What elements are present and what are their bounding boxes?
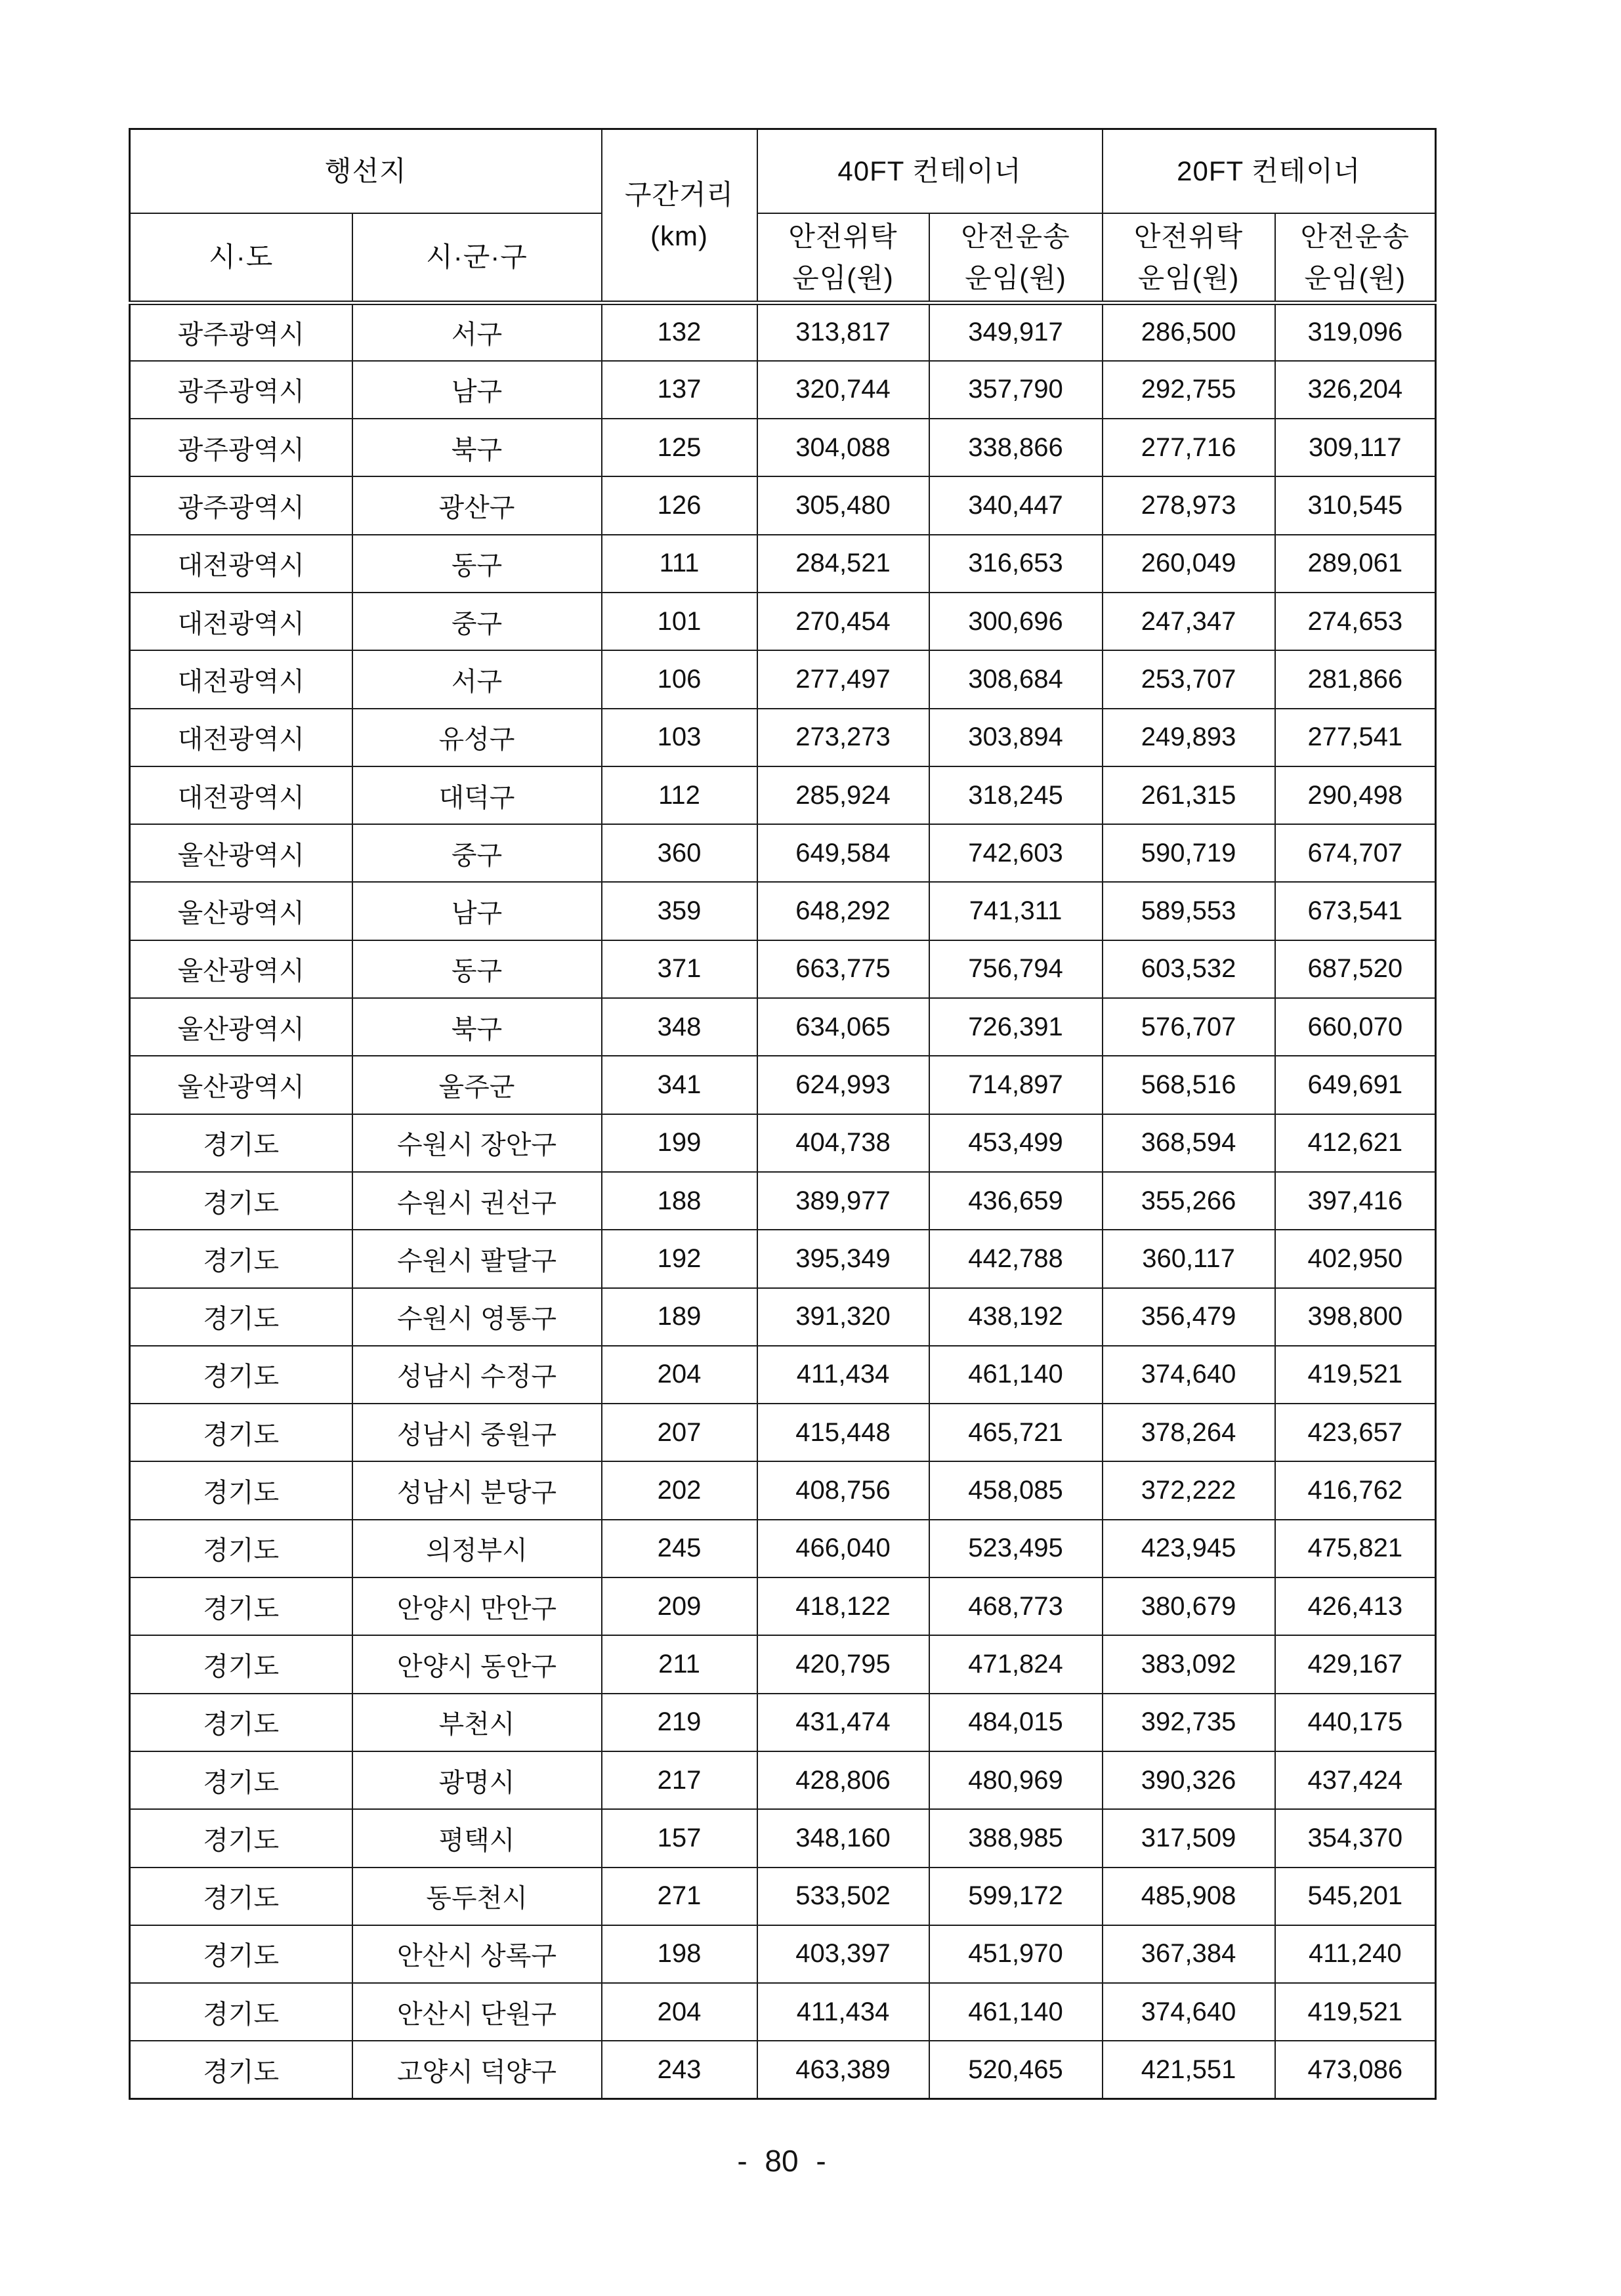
cell-sido: 경기도: [130, 1346, 352, 1404]
cell-sido: 경기도: [130, 1751, 352, 1809]
cell-sigungu: 안산시 상록구: [352, 1925, 602, 1983]
cell-distance-km: 132: [602, 303, 757, 361]
cell-20ft-consign-fare: 576,707: [1103, 998, 1275, 1056]
cell-sido: 경기도: [130, 2041, 352, 2098]
cell-sigungu: 동구: [352, 535, 602, 593]
cell-20ft-consign-fare: 286,500: [1103, 303, 1275, 361]
cell-20ft-transport-fare: 674,707: [1275, 824, 1436, 882]
header-line: 안전위탁: [788, 220, 898, 252]
table-row: [130, 1346, 1436, 1404]
cell-distance-km: 271: [602, 1868, 757, 1925]
cell-20ft-transport-fare: 354,370: [1275, 1809, 1436, 1867]
cell-sido: 광주광역시: [130, 361, 352, 419]
cell-40ft-consign-fare: 270,454: [757, 593, 929, 650]
header-line: (km): [650, 220, 708, 251]
cell-20ft-transport-fare: 473,086: [1275, 2041, 1436, 2098]
cell-distance-km: 199: [602, 1114, 757, 1172]
cell-40ft-consign-fare: 304,088: [757, 419, 929, 476]
cell-distance-km: 348: [602, 998, 757, 1056]
cell-40ft-consign-fare: 431,474: [757, 1694, 929, 1751]
cell-sido: 광주광역시: [130, 419, 352, 476]
cell-sido: 경기도: [130, 1404, 352, 1461]
cell-sido: 울산광역시: [130, 882, 352, 940]
cell-20ft-consign-fare: 374,640: [1103, 1983, 1275, 2041]
header-40ft-consign-fare: [757, 213, 929, 303]
cell-distance-km: 360: [602, 824, 757, 882]
cell-40ft-consign-fare: 463,389: [757, 2041, 929, 2098]
header-line: 안전위탁: [1133, 220, 1244, 252]
cell-40ft-transport-fare: 714,897: [929, 1056, 1103, 1114]
header-40ft-transport-fare: [929, 213, 1103, 303]
table-row: [130, 1230, 1436, 1287]
cell-20ft-consign-fare: 372,222: [1103, 1461, 1275, 1519]
header-line: 안전운송: [1300, 220, 1410, 252]
cell-sigungu: 광명시: [352, 1751, 602, 1809]
cell-20ft-transport-fare: 475,821: [1275, 1520, 1436, 1577]
header-sigungu: [352, 213, 602, 303]
cell-distance-km: 341: [602, 1056, 757, 1114]
cell-20ft-consign-fare: 247,347: [1103, 593, 1275, 650]
cell-sido: 경기도: [130, 1114, 352, 1172]
header-line: 운임(원): [965, 262, 1066, 293]
cell-sigungu: 안양시 만안구: [352, 1577, 602, 1635]
header-line: 운임(원): [792, 262, 894, 293]
cell-sido: 경기도: [130, 1461, 352, 1519]
cell-sido: 대전광역시: [130, 535, 352, 593]
cell-20ft-transport-fare: 289,061: [1275, 535, 1436, 593]
cell-20ft-consign-fare: 249,893: [1103, 709, 1275, 766]
cell-20ft-transport-fare: 309,117: [1275, 419, 1436, 476]
cell-distance-km: 126: [602, 476, 757, 534]
header-sido: [130, 213, 352, 303]
cell-distance-km: 125: [602, 419, 757, 476]
cell-20ft-transport-fare: 649,691: [1275, 1056, 1436, 1114]
header-20ft-transport-fare: [1275, 213, 1436, 303]
cell-distance-km: 204: [602, 1983, 757, 2041]
cell-40ft-transport-fare: 461,140: [929, 1346, 1103, 1404]
cell-40ft-transport-fare: 340,447: [929, 476, 1103, 534]
cell-40ft-transport-fare: 465,721: [929, 1404, 1103, 1461]
cell-40ft-transport-fare: 461,140: [929, 1983, 1103, 2041]
cell-40ft-consign-fare: 428,806: [757, 1751, 929, 1809]
cell-40ft-consign-fare: 391,320: [757, 1288, 929, 1346]
header-label: 20FT 컨테이너: [1177, 155, 1361, 186]
cell-sido: 경기도: [130, 1809, 352, 1867]
cell-20ft-transport-fare: 398,800: [1275, 1288, 1436, 1346]
cell-40ft-transport-fare: 308,684: [929, 650, 1103, 708]
cell-sido: 경기도: [130, 1172, 352, 1230]
cell-40ft-transport-fare: 480,969: [929, 1751, 1103, 1809]
cell-40ft-transport-fare: 742,603: [929, 824, 1103, 882]
cell-20ft-consign-fare: 368,594: [1103, 1114, 1275, 1172]
cell-distance-km: 245: [602, 1520, 757, 1577]
cell-40ft-consign-fare: 411,434: [757, 1346, 929, 1404]
cell-40ft-transport-fare: 453,499: [929, 1114, 1103, 1172]
cell-sido: 경기도: [130, 1288, 352, 1346]
cell-sigungu: 성남시 중원구: [352, 1404, 602, 1461]
table-row: [130, 1577, 1436, 1635]
cell-sigungu: 성남시 분당구: [352, 1461, 602, 1519]
cell-sigungu: 북구: [352, 998, 602, 1056]
table-row: [130, 650, 1436, 708]
cell-sigungu: 서구: [352, 303, 602, 361]
cell-20ft-consign-fare: 253,707: [1103, 650, 1275, 708]
cell-20ft-consign-fare: 374,640: [1103, 1346, 1275, 1404]
cell-20ft-consign-fare: 356,479: [1103, 1288, 1275, 1346]
cell-40ft-consign-fare: 285,924: [757, 766, 929, 824]
cell-40ft-consign-fare: 395,349: [757, 1230, 929, 1287]
cell-sigungu: 동구: [352, 940, 602, 998]
cell-20ft-consign-fare: 278,973: [1103, 476, 1275, 534]
table-row: [130, 476, 1436, 534]
cell-20ft-transport-fare: 326,204: [1275, 361, 1436, 419]
cell-20ft-transport-fare: 397,416: [1275, 1172, 1436, 1230]
page-number: - 80 -: [737, 2144, 826, 2178]
cell-40ft-transport-fare: 303,894: [929, 709, 1103, 766]
cell-40ft-transport-fare: 438,192: [929, 1288, 1103, 1346]
table-row: [130, 1868, 1436, 1925]
cell-distance-km: 103: [602, 709, 757, 766]
cell-40ft-consign-fare: 415,448: [757, 1404, 929, 1461]
cell-20ft-consign-fare: 485,908: [1103, 1868, 1275, 1925]
header-line: 운임(원): [1137, 262, 1240, 293]
cell-20ft-consign-fare: 383,092: [1103, 1635, 1275, 1693]
cell-20ft-transport-fare: 423,657: [1275, 1404, 1436, 1461]
cell-distance-km: 198: [602, 1925, 757, 1983]
cell-20ft-transport-fare: 402,950: [1275, 1230, 1436, 1287]
cell-20ft-consign-fare: 292,755: [1103, 361, 1275, 419]
cell-40ft-transport-fare: 300,696: [929, 593, 1103, 650]
cell-40ft-transport-fare: 316,653: [929, 535, 1103, 593]
cell-20ft-consign-fare: 367,384: [1103, 1925, 1275, 1983]
cell-40ft-transport-fare: 756,794: [929, 940, 1103, 998]
cell-40ft-consign-fare: 313,817: [757, 303, 929, 361]
cell-distance-km: 211: [602, 1635, 757, 1693]
table-row: [130, 1809, 1436, 1867]
table-row: [130, 2041, 1436, 2098]
cell-sigungu: 대덕구: [352, 766, 602, 824]
cell-20ft-transport-fare: 426,413: [1275, 1577, 1436, 1635]
cell-distance-km: 202: [602, 1461, 757, 1519]
cell-40ft-consign-fare: 273,273: [757, 709, 929, 766]
cell-40ft-transport-fare: 484,015: [929, 1694, 1103, 1751]
cell-sigungu: 수원시 영통구: [352, 1288, 602, 1346]
table-row: [130, 303, 1436, 361]
table-header: [130, 129, 1436, 303]
table-row: [130, 593, 1436, 650]
cell-sigungu: 수원시 팔달구: [352, 1230, 602, 1287]
cell-40ft-consign-fare: 634,065: [757, 998, 929, 1056]
cell-40ft-consign-fare: 408,756: [757, 1461, 929, 1519]
cell-20ft-transport-fare: 281,866: [1275, 650, 1436, 708]
cell-distance-km: 112: [602, 766, 757, 824]
cell-20ft-consign-fare: 421,551: [1103, 2041, 1275, 2098]
cell-sigungu: 중구: [352, 824, 602, 882]
cell-sido: 경기도: [130, 1577, 352, 1635]
table-row: [130, 1925, 1436, 1983]
cell-sigungu: 성남시 수정구: [352, 1346, 602, 1404]
cell-distance-km: 371: [602, 940, 757, 998]
header-row-sub: [130, 213, 1436, 303]
cell-20ft-transport-fare: 419,521: [1275, 1983, 1436, 2041]
cell-20ft-transport-fare: 660,070: [1275, 998, 1436, 1056]
container-fare-table: [129, 128, 1437, 2100]
cell-distance-km: 359: [602, 882, 757, 940]
header-line: 안전운송: [961, 220, 1070, 252]
cell-40ft-transport-fare: 458,085: [929, 1461, 1103, 1519]
cell-sido: 대전광역시: [130, 650, 352, 708]
cell-sigungu: 중구: [352, 593, 602, 650]
cell-20ft-transport-fare: 687,520: [1275, 940, 1436, 998]
cell-sigungu: 수원시 권선구: [352, 1172, 602, 1230]
cell-20ft-consign-fare: 355,266: [1103, 1172, 1275, 1230]
cell-sido: 대전광역시: [130, 766, 352, 824]
table-row: [130, 1461, 1436, 1519]
cell-40ft-consign-fare: 305,480: [757, 476, 929, 534]
cell-sido: 울산광역시: [130, 998, 352, 1056]
cell-20ft-transport-fare: 319,096: [1275, 303, 1436, 361]
header-line: 구간거리: [624, 179, 734, 210]
cell-sigungu: 서구: [352, 650, 602, 708]
cell-distance-km: 243: [602, 2041, 757, 2098]
cell-20ft-transport-fare: 412,621: [1275, 1114, 1436, 1172]
header-label: 행선지: [324, 155, 407, 186]
cell-sigungu: 안산시 단원구: [352, 1983, 602, 2041]
header-label: 시·군·구: [426, 241, 528, 272]
cell-40ft-consign-fare: 348,160: [757, 1809, 929, 1867]
cell-40ft-consign-fare: 420,795: [757, 1635, 929, 1693]
cell-40ft-consign-fare: 411,434: [757, 1983, 929, 2041]
table-row: [130, 535, 1436, 593]
cell-sido: 울산광역시: [130, 940, 352, 998]
cell-sido: 광주광역시: [130, 476, 352, 534]
cell-20ft-transport-fare: 545,201: [1275, 1868, 1436, 1925]
cell-20ft-consign-fare: 277,716: [1103, 419, 1275, 476]
cell-40ft-transport-fare: 318,245: [929, 766, 1103, 824]
cell-20ft-consign-fare: 378,264: [1103, 1404, 1275, 1461]
table-row: [130, 940, 1436, 998]
table-row: [130, 1520, 1436, 1577]
cell-sigungu: 광산구: [352, 476, 602, 534]
cell-40ft-consign-fare: 649,584: [757, 824, 929, 882]
cell-distance-km: 217: [602, 1751, 757, 1809]
cell-20ft-consign-fare: 423,945: [1103, 1520, 1275, 1577]
cell-40ft-consign-fare: 403,397: [757, 1925, 929, 1983]
cell-40ft-transport-fare: 468,773: [929, 1577, 1103, 1635]
cell-40ft-transport-fare: 451,970: [929, 1925, 1103, 1983]
cell-sigungu: 수원시 장안구: [352, 1114, 602, 1172]
cell-20ft-transport-fare: 310,545: [1275, 476, 1436, 534]
cell-40ft-transport-fare: 357,790: [929, 361, 1103, 419]
cell-sigungu: 북구: [352, 419, 602, 476]
cell-distance-km: 192: [602, 1230, 757, 1287]
cell-distance-km: 188: [602, 1172, 757, 1230]
cell-20ft-transport-fare: 440,175: [1275, 1694, 1436, 1751]
cell-20ft-transport-fare: 437,424: [1275, 1751, 1436, 1809]
cell-distance-km: 137: [602, 361, 757, 419]
cell-40ft-consign-fare: 663,775: [757, 940, 929, 998]
cell-40ft-consign-fare: 533,502: [757, 1868, 929, 1925]
cell-40ft-consign-fare: 418,122: [757, 1577, 929, 1635]
cell-40ft-consign-fare: 284,521: [757, 535, 929, 593]
cell-40ft-consign-fare: 389,977: [757, 1172, 929, 1230]
cell-20ft-transport-fare: 277,541: [1275, 709, 1436, 766]
table-row: [130, 1056, 1436, 1114]
cell-20ft-transport-fare: 416,762: [1275, 1461, 1436, 1519]
cell-40ft-transport-fare: 599,172: [929, 1868, 1103, 1925]
table-row: [130, 709, 1436, 766]
cell-20ft-consign-fare: 568,516: [1103, 1056, 1275, 1114]
cell-20ft-consign-fare: 360,117: [1103, 1230, 1275, 1287]
cell-20ft-transport-fare: 274,653: [1275, 593, 1436, 650]
cell-20ft-consign-fare: 380,679: [1103, 1577, 1275, 1635]
cell-20ft-transport-fare: 429,167: [1275, 1635, 1436, 1693]
cell-sido: 경기도: [130, 1868, 352, 1925]
table-row: [130, 998, 1436, 1056]
cell-sido: 대전광역시: [130, 593, 352, 650]
cell-sigungu: 안양시 동안구: [352, 1635, 602, 1693]
cell-sido: 울산광역시: [130, 1056, 352, 1114]
cell-20ft-consign-fare: 390,326: [1103, 1751, 1275, 1809]
cell-40ft-consign-fare: 466,040: [757, 1520, 929, 1577]
cell-20ft-consign-fare: 590,719: [1103, 824, 1275, 882]
cell-sido: 경기도: [130, 1230, 352, 1287]
cell-distance-km: 189: [602, 1288, 757, 1346]
cell-sigungu: 남구: [352, 361, 602, 419]
cell-20ft-consign-fare: 260,049: [1103, 535, 1275, 593]
cell-40ft-transport-fare: 442,788: [929, 1230, 1103, 1287]
cell-20ft-transport-fare: 411,240: [1275, 1925, 1436, 1983]
cell-40ft-consign-fare: 320,744: [757, 361, 929, 419]
cell-distance-km: 209: [602, 1577, 757, 1635]
cell-40ft-transport-fare: 726,391: [929, 998, 1103, 1056]
cell-20ft-consign-fare: 603,532: [1103, 940, 1275, 998]
header-distance: [602, 129, 757, 303]
cell-distance-km: 111: [602, 535, 757, 593]
table-row: [130, 1751, 1436, 1809]
table-row: [130, 1983, 1436, 2041]
cell-sigungu: 울주군: [352, 1056, 602, 1114]
cell-40ft-transport-fare: 349,917: [929, 303, 1103, 361]
table-row: [130, 1114, 1436, 1172]
cell-20ft-transport-fare: 673,541: [1275, 882, 1436, 940]
header-20ft-container: [1103, 129, 1436, 213]
cell-distance-km: 157: [602, 1809, 757, 1867]
cell-40ft-consign-fare: 404,738: [757, 1114, 929, 1172]
cell-sido: 경기도: [130, 1635, 352, 1693]
cell-20ft-consign-fare: 392,735: [1103, 1694, 1275, 1751]
cell-distance-km: 219: [602, 1694, 757, 1751]
cell-40ft-transport-fare: 338,866: [929, 419, 1103, 476]
cell-40ft-transport-fare: 471,824: [929, 1635, 1103, 1693]
cell-40ft-transport-fare: 436,659: [929, 1172, 1103, 1230]
cell-40ft-consign-fare: 277,497: [757, 650, 929, 708]
header-20ft-consign-fare: [1103, 213, 1275, 303]
cell-distance-km: 106: [602, 650, 757, 708]
cell-40ft-transport-fare: 388,985: [929, 1809, 1103, 1867]
cell-40ft-transport-fare: 520,465: [929, 2041, 1103, 2098]
cell-40ft-consign-fare: 624,993: [757, 1056, 929, 1114]
table-row: [130, 824, 1436, 882]
cell-sigungu: 유성구: [352, 709, 602, 766]
cell-20ft-consign-fare: 317,509: [1103, 1809, 1275, 1867]
cell-sido: 경기도: [130, 1925, 352, 1983]
cell-sido: 경기도: [130, 1520, 352, 1577]
table-row: [130, 882, 1436, 940]
cell-20ft-transport-fare: 290,498: [1275, 766, 1436, 824]
header-line: 운임(원): [1304, 262, 1406, 293]
header-label: 시·도: [209, 241, 274, 272]
cell-40ft-consign-fare: 648,292: [757, 882, 929, 940]
cell-sido: 경기도: [130, 1694, 352, 1751]
table-row: [130, 1288, 1436, 1346]
cell-20ft-consign-fare: 261,315: [1103, 766, 1275, 824]
table-row: [130, 1694, 1436, 1751]
cell-sigungu: 의정부시: [352, 1520, 602, 1577]
cell-sigungu: 동두천시: [352, 1868, 602, 1925]
cell-sigungu: 남구: [352, 882, 602, 940]
cell-40ft-transport-fare: 741,311: [929, 882, 1103, 940]
cell-sigungu: 고양시 덕양구: [352, 2041, 602, 2098]
cell-sido: 경기도: [130, 1983, 352, 2041]
header-label: 40FT 컨테이너: [837, 155, 1022, 186]
table-row: [130, 1172, 1436, 1230]
cell-sido: 광주광역시: [130, 303, 352, 361]
cell-distance-km: 207: [602, 1404, 757, 1461]
table-row: [130, 419, 1436, 476]
cell-sido: 울산광역시: [130, 824, 352, 882]
header-row-top: [130, 129, 1436, 213]
cell-20ft-transport-fare: 419,521: [1275, 1346, 1436, 1404]
cell-distance-km: 204: [602, 1346, 757, 1404]
table-row: [130, 1635, 1436, 1693]
cell-20ft-consign-fare: 589,553: [1103, 882, 1275, 940]
header-40ft-container: [757, 129, 1103, 213]
cell-40ft-transport-fare: 523,495: [929, 1520, 1103, 1577]
table-row: [130, 766, 1436, 824]
header-destination: [130, 129, 602, 213]
cell-sido: 대전광역시: [130, 709, 352, 766]
cell-sigungu: 부천시: [352, 1694, 602, 1751]
table-body: [130, 303, 1436, 2099]
table-row: [130, 1404, 1436, 1461]
table-row: [130, 361, 1436, 419]
cell-sigungu: 평택시: [352, 1809, 602, 1867]
cell-distance-km: 101: [602, 593, 757, 650]
